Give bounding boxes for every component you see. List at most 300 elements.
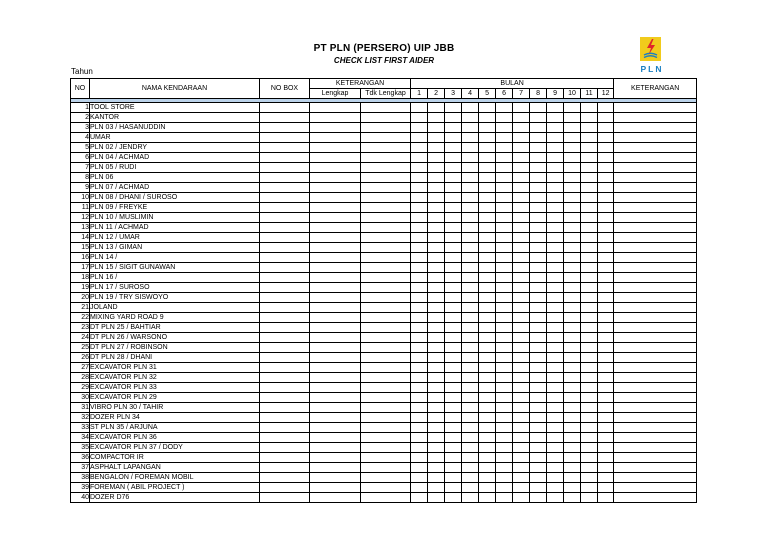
lengkap-cell [310,213,361,223]
table-row [71,343,697,353]
month-5-cell [479,133,496,143]
month-10-cell [564,113,581,123]
table-row [71,413,697,423]
month-4-cell [462,173,479,183]
tdk-lengkap-cell [361,283,411,293]
month-1-cell [411,223,428,233]
month-10-cell [564,203,581,213]
month-4-cell [462,433,479,443]
month-7-cell [513,433,530,443]
month-10-cell [564,393,581,403]
month-11-cell [581,413,598,423]
month-6-cell [496,353,513,363]
box-number-cell [260,303,310,313]
month-9-cell [547,293,564,303]
month-2-cell [428,203,445,213]
box-number-cell [260,133,310,143]
box-number-cell [260,103,310,113]
month-3-cell [445,313,462,323]
month-1-cell [411,383,428,393]
lengkap-cell [310,393,361,403]
month-2-cell [428,263,445,273]
month-8-cell [530,243,547,253]
month-10-cell [564,473,581,483]
month-8-cell [530,153,547,163]
table-row [71,353,697,363]
vehicle-name-cell: DOZER PLN 34 [90,413,260,423]
month-8-cell [530,263,547,273]
month-11-cell [581,293,598,303]
month-7-cell [513,183,530,193]
month-2-cell [428,123,445,133]
month-9-cell [547,253,564,263]
month-9-cell [547,383,564,393]
table-row [71,213,697,223]
month-11-cell [581,273,598,283]
header-month-7: 7 [513,89,530,99]
box-number-cell [260,393,310,403]
month-10-cell [564,303,581,313]
row-number: 24 [71,333,90,343]
header-lengkap: Lengkap [310,89,361,99]
month-5-cell [479,333,496,343]
month-7-cell [513,243,530,253]
lengkap-cell [310,103,361,113]
lengkap-cell [310,293,361,303]
header-month-3: 3 [445,89,462,99]
month-2-cell [428,433,445,443]
month-8-cell [530,463,547,473]
month-5-cell [479,163,496,173]
month-10-cell [564,233,581,243]
month-3-cell [445,343,462,353]
month-3-cell [445,383,462,393]
box-number-cell [260,373,310,383]
tdk-lengkap-cell [361,233,411,243]
row-number: 13 [71,223,90,233]
keterangan-notes-cell [614,433,697,443]
tdk-lengkap-cell [361,203,411,213]
month-4-cell [462,263,479,273]
month-12-cell [598,443,614,453]
month-6-cell [496,333,513,343]
month-8-cell [530,343,547,353]
keterangan-notes-cell [614,303,697,313]
keterangan-notes-cell [614,113,697,123]
row-number: 21 [71,303,90,313]
month-11-cell [581,283,598,293]
month-1-cell [411,163,428,173]
month-1-cell [411,173,428,183]
month-6-cell [496,493,513,503]
month-2-cell [428,153,445,163]
keterangan-notes-cell [614,493,697,503]
month-7-cell [513,163,530,173]
month-7-cell [513,203,530,213]
month-2-cell [428,283,445,293]
month-1-cell [411,203,428,213]
logo-text: PLN [640,64,664,74]
month-9-cell [547,143,564,153]
month-10-cell [564,323,581,333]
table-row [71,493,697,503]
month-4-cell [462,403,479,413]
month-3-cell [445,463,462,473]
month-10-cell [564,253,581,263]
month-12-cell [598,343,614,353]
month-3-cell [445,213,462,223]
month-2-cell [428,253,445,263]
month-6-cell [496,443,513,453]
month-1-cell [411,493,428,503]
box-number-cell [260,203,310,213]
month-12-cell [598,473,614,483]
month-11-cell [581,313,598,323]
keterangan-notes-cell [614,203,697,213]
month-7-cell [513,213,530,223]
month-4-cell [462,343,479,353]
header-month-5: 5 [479,89,496,99]
month-6-cell [496,383,513,393]
row-number: 18 [71,273,90,283]
month-8-cell [530,493,547,503]
box-number-cell [260,263,310,273]
month-2-cell [428,183,445,193]
month-11-cell [581,363,598,373]
month-5-cell [479,223,496,233]
table-row [71,483,697,493]
month-3-cell [445,143,462,153]
month-6-cell [496,263,513,273]
month-7-cell [513,353,530,363]
tdk-lengkap-cell [361,473,411,483]
month-4-cell [462,123,479,133]
month-11-cell [581,383,598,393]
month-12-cell [598,393,614,403]
row-number: 20 [71,293,90,303]
month-11-cell [581,193,598,203]
month-5-cell [479,283,496,293]
month-12-cell [598,223,614,233]
tdk-lengkap-cell [361,313,411,323]
month-8-cell [530,333,547,343]
table-row [71,233,697,243]
month-1-cell [411,403,428,413]
row-number: 23 [71,323,90,333]
month-3-cell [445,353,462,363]
month-11-cell [581,493,598,503]
row-number: 36 [71,453,90,463]
month-6-cell [496,413,513,423]
month-5-cell [479,273,496,283]
month-7-cell [513,113,530,123]
month-3-cell [445,273,462,283]
tdk-lengkap-cell [361,423,411,433]
box-number-cell [260,243,310,253]
month-3-cell [445,233,462,243]
month-11-cell [581,473,598,483]
tdk-lengkap-cell [361,403,411,413]
month-5-cell [479,173,496,183]
row-number: 4 [71,133,90,143]
vehicle-name-cell: PLN 17 / SUROSO [90,283,260,293]
box-number-cell [260,473,310,483]
month-3-cell [445,243,462,253]
month-7-cell [513,383,530,393]
month-2-cell [428,383,445,393]
month-1-cell [411,323,428,333]
month-10-cell [564,133,581,143]
month-1-cell [411,253,428,263]
month-11-cell [581,263,598,273]
keterangan-notes-cell [614,403,697,413]
month-2-cell [428,243,445,253]
tdk-lengkap-cell [361,133,411,143]
month-1-cell [411,473,428,483]
table-row [71,433,697,443]
month-10-cell [564,293,581,303]
row-number: 26 [71,353,90,363]
month-11-cell [581,243,598,253]
month-12-cell [598,353,614,363]
month-7-cell [513,133,530,143]
month-10-cell [564,453,581,463]
month-11-cell [581,113,598,123]
row-number: 27 [71,363,90,373]
month-10-cell [564,173,581,183]
month-9-cell [547,393,564,403]
lengkap-cell [310,153,361,163]
month-9-cell [547,313,564,323]
row-number: 6 [71,153,90,163]
table-row [71,403,697,413]
row-number: 25 [71,343,90,353]
month-10-cell [564,313,581,323]
row-number: 1 [71,103,90,113]
month-9-cell [547,163,564,173]
month-12-cell [598,133,614,143]
month-6-cell [496,163,513,173]
month-8-cell [530,393,547,403]
table-row [71,143,697,153]
month-1-cell [411,453,428,463]
month-11-cell [581,393,598,403]
month-9-cell [547,203,564,213]
month-2-cell [428,333,445,343]
month-7-cell [513,463,530,473]
month-4-cell [462,313,479,323]
month-10-cell [564,153,581,163]
vehicle-name-cell: PLN 03 / HASANUDDIN [90,123,260,133]
keterangan-notes-cell [614,123,697,133]
month-6-cell [496,103,513,113]
month-7-cell [513,253,530,263]
month-1-cell [411,183,428,193]
vehicle-name-cell: EXCAVATOR PLN 32 [90,373,260,383]
month-10-cell [564,433,581,443]
month-4-cell [462,223,479,233]
month-8-cell [530,133,547,143]
month-10-cell [564,403,581,413]
month-11-cell [581,203,598,213]
month-11-cell [581,223,598,233]
month-5-cell [479,343,496,353]
month-2-cell [428,233,445,243]
month-5-cell [479,433,496,443]
month-9-cell [547,463,564,473]
month-6-cell [496,223,513,233]
month-2-cell [428,303,445,313]
month-11-cell [581,163,598,173]
month-4-cell [462,233,479,243]
month-6-cell [496,123,513,133]
month-12-cell [598,383,614,393]
vehicle-name-cell: DT PLN 26 / WARSONO [90,333,260,343]
month-6-cell [496,193,513,203]
vehicle-name-cell: EXCAVATOR PLN 36 [90,433,260,443]
vehicle-name-cell: PLN 05 / RUDI [90,163,260,173]
month-4-cell [462,473,479,483]
table-row [71,303,697,313]
header-keterangan-notes: KETERANGAN [614,79,697,99]
month-10-cell [564,343,581,353]
month-5-cell [479,463,496,473]
month-6-cell [496,483,513,493]
month-3-cell [445,373,462,383]
month-1-cell [411,233,428,243]
month-9-cell [547,213,564,223]
row-number: 5 [71,143,90,153]
vehicle-name-cell: PLN 10 / MUSLIMIN [90,213,260,223]
month-8-cell [530,173,547,183]
month-4-cell [462,153,479,163]
month-3-cell [445,493,462,503]
month-8-cell [530,433,547,443]
row-number: 14 [71,233,90,243]
month-9-cell [547,303,564,313]
month-1-cell [411,153,428,163]
month-1-cell [411,103,428,113]
row-number: 22 [71,313,90,323]
box-number-cell [260,413,310,423]
month-12-cell [598,403,614,413]
month-3-cell [445,413,462,423]
month-10-cell [564,123,581,133]
month-8-cell [530,313,547,323]
month-6-cell [496,453,513,463]
row-number: 32 [71,413,90,423]
month-2-cell [428,163,445,173]
table-row [71,283,697,293]
month-5-cell [479,413,496,423]
month-11-cell [581,483,598,493]
month-11-cell [581,133,598,143]
box-number-cell [260,293,310,303]
header-tdk-lengkap: Tdk Lengkap [361,89,411,99]
row-number: 11 [71,203,90,213]
month-5-cell [479,483,496,493]
month-4-cell [462,203,479,213]
tdk-lengkap-cell [361,263,411,273]
month-7-cell [513,333,530,343]
month-12-cell [598,483,614,493]
table-row [71,243,697,253]
table-row [71,313,697,323]
vehicle-name-cell: COMPACTOR IR [90,453,260,463]
box-number-cell [260,123,310,133]
vehicle-name-cell: PLN 08 / DHANI / SUROSO [90,193,260,203]
row-number: 8 [71,173,90,183]
vehicle-name-cell: DT PLN 25 / BAHTIAR [90,323,260,333]
vehicle-name-cell: KANTOR [90,113,260,123]
lengkap-cell [310,283,361,293]
month-11-cell [581,453,598,463]
header-month-11: 11 [581,89,598,99]
month-10-cell [564,193,581,203]
box-number-cell [260,383,310,393]
box-number-cell [260,453,310,463]
month-9-cell [547,283,564,293]
month-7-cell [513,283,530,293]
table-row [71,223,697,233]
month-3-cell [445,153,462,163]
month-4-cell [462,293,479,303]
month-9-cell [547,323,564,333]
vehicle-name-cell: UMAR [90,133,260,143]
month-4-cell [462,493,479,503]
month-3-cell [445,393,462,403]
month-5-cell [479,363,496,373]
month-9-cell [547,123,564,133]
tdk-lengkap-cell [361,383,411,393]
header-month-8: 8 [530,89,547,99]
month-1-cell [411,273,428,283]
keterangan-notes-cell [614,463,697,473]
month-2-cell [428,403,445,413]
month-7-cell [513,373,530,383]
table-row [71,133,697,143]
keterangan-notes-cell [614,343,697,353]
lengkap-cell [310,243,361,253]
keterangan-notes-cell [614,223,697,233]
month-2-cell [428,413,445,423]
month-9-cell [547,353,564,363]
tdk-lengkap-cell [361,483,411,493]
vehicle-name-cell: PLN 07 / ACHMAD [90,183,260,193]
month-5-cell [479,243,496,253]
month-9-cell [547,343,564,353]
month-4-cell [462,373,479,383]
month-12-cell [598,203,614,213]
month-4-cell [462,333,479,343]
row-number: 33 [71,423,90,433]
row-number: 10 [71,193,90,203]
header-month-9: 9 [547,89,564,99]
keterangan-notes-cell [614,363,697,373]
tdk-lengkap-cell [361,123,411,133]
month-4-cell [462,353,479,363]
tdk-lengkap-cell [361,323,411,333]
keterangan-notes-cell [614,153,697,163]
month-12-cell [598,183,614,193]
month-7-cell [513,173,530,183]
month-3-cell [445,263,462,273]
month-9-cell [547,183,564,193]
month-12-cell [598,253,614,263]
tdk-lengkap-cell [361,303,411,313]
month-4-cell [462,383,479,393]
tdk-lengkap-cell [361,103,411,113]
